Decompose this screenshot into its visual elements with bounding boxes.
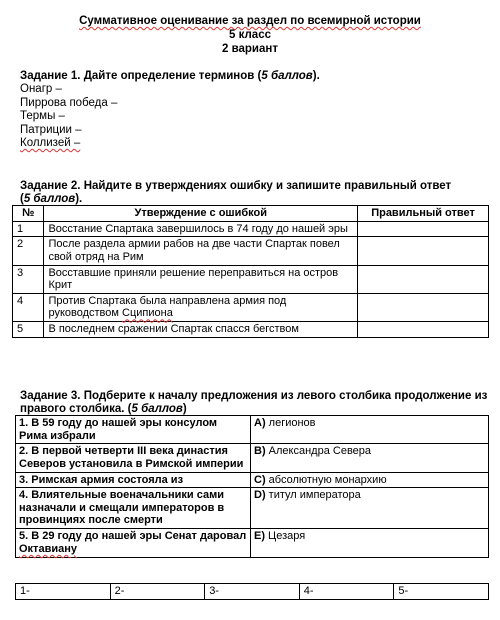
matching-right-cell: E) Цезаря	[251, 529, 489, 558]
row-number: 5	[13, 322, 44, 338]
matching-right-cell: A) легионов	[251, 416, 489, 444]
row-answer-cell[interactable]	[358, 322, 489, 338]
task1-title: Задание 1. Дайте определение терминов (5 баллов).	[20, 70, 320, 82]
table-row	[16, 488, 489, 529]
row-answer-cell[interactable]	[358, 265, 489, 293]
answer-grid	[15, 583, 489, 600]
row-statement: Против Спартака была направлена армия под руководством Сципиона	[44, 293, 358, 321]
row-statement: После раздела армии рабов на две части Спартак повел свой отряд на Рим	[44, 237, 358, 265]
term-colosseum: Коллизей –	[20, 137, 81, 150]
answer-cell-1[interactable]: 1-	[16, 584, 111, 600]
header-number: №	[13, 206, 44, 222]
table-row	[13, 221, 489, 237]
table-row	[13, 237, 489, 265]
matching-left-cell: 1. В 59 году до нашей эры консулом Рима избрали	[16, 416, 251, 444]
row-number: 1	[13, 221, 44, 237]
task3-title: Задание 3. Подберите к началу предложения из левого столбика продолжение из правого столбика. (5 баллов)	[20, 390, 488, 416]
matching-left-cell: 3. Римская армия состояла из	[16, 472, 251, 488]
table-row	[16, 529, 489, 558]
term-pyrrhic-victory: Пиррова победа –	[20, 96, 118, 109]
row-statement: В последнем сражении Спартак спасся бегством	[44, 322, 358, 338]
table-row	[16, 472, 489, 488]
answer-cell-2[interactable]: 2-	[110, 584, 205, 600]
task2-title: Задание 2. Найдите в утверждениях ошибку и запишите правильный ответ (5 баллов).	[20, 180, 452, 206]
row-answer-cell[interactable]	[358, 293, 489, 321]
table-row	[13, 293, 489, 321]
table-row	[16, 416, 489, 444]
grade-label: 5 класс	[229, 29, 271, 41]
task2-table	[12, 205, 489, 338]
task1-section	[20, 70, 490, 151]
table-header-row	[13, 206, 489, 222]
worksheet-title: Суммативное оценивание за раздел по всемирной истории	[79, 15, 421, 27]
answer-cell-4[interactable]: 4-	[299, 584, 394, 600]
matching-right-cell: C) абсолютную монархию	[251, 472, 489, 488]
row-answer-cell[interactable]	[358, 237, 489, 265]
matching-right-cell: D) титул императора	[251, 488, 489, 529]
term-patricians: Патриции –	[20, 123, 82, 136]
row-statement: Восставшие приняли решение переправиться на остров Крит	[44, 265, 358, 293]
table-row	[13, 265, 489, 293]
row-number: 3	[13, 265, 44, 293]
row-answer-cell[interactable]	[358, 221, 489, 237]
task3-matching-table	[15, 415, 489, 558]
header-statement: Утверждение с ошибкой	[44, 206, 358, 222]
row-number: 2	[13, 237, 44, 265]
row-statement: Восстание Спартака завершилось в 74 году до нашей эры	[44, 221, 358, 237]
variant-label: 2 вариант	[222, 43, 278, 55]
matching-left-cell: 4. Влиятельные военачальники сами назначали и смещали императоров в провинциях после смерти	[16, 488, 251, 529]
worksheet-header	[0, 14, 500, 56]
row-number: 4	[13, 293, 44, 321]
answer-cell-5[interactable]: 5-	[394, 584, 489, 600]
answer-cell-3[interactable]: 3-	[205, 584, 300, 600]
table-row	[16, 444, 489, 472]
matching-left-cell: 5. В 29 году до нашей эры Сенат даровал Октавиану	[16, 529, 251, 558]
table-row	[13, 322, 489, 338]
header-correct-answer: Правильный ответ	[358, 206, 489, 222]
matching-right-cell: B) Александра Севера	[251, 444, 489, 472]
term-thermae: Термы –	[20, 110, 65, 123]
term-onager: Онагр –	[20, 83, 62, 96]
answer-row	[16, 584, 489, 600]
matching-left-cell: 2. В первой четверти III века династия Северов установила в Римской империи	[16, 444, 251, 472]
